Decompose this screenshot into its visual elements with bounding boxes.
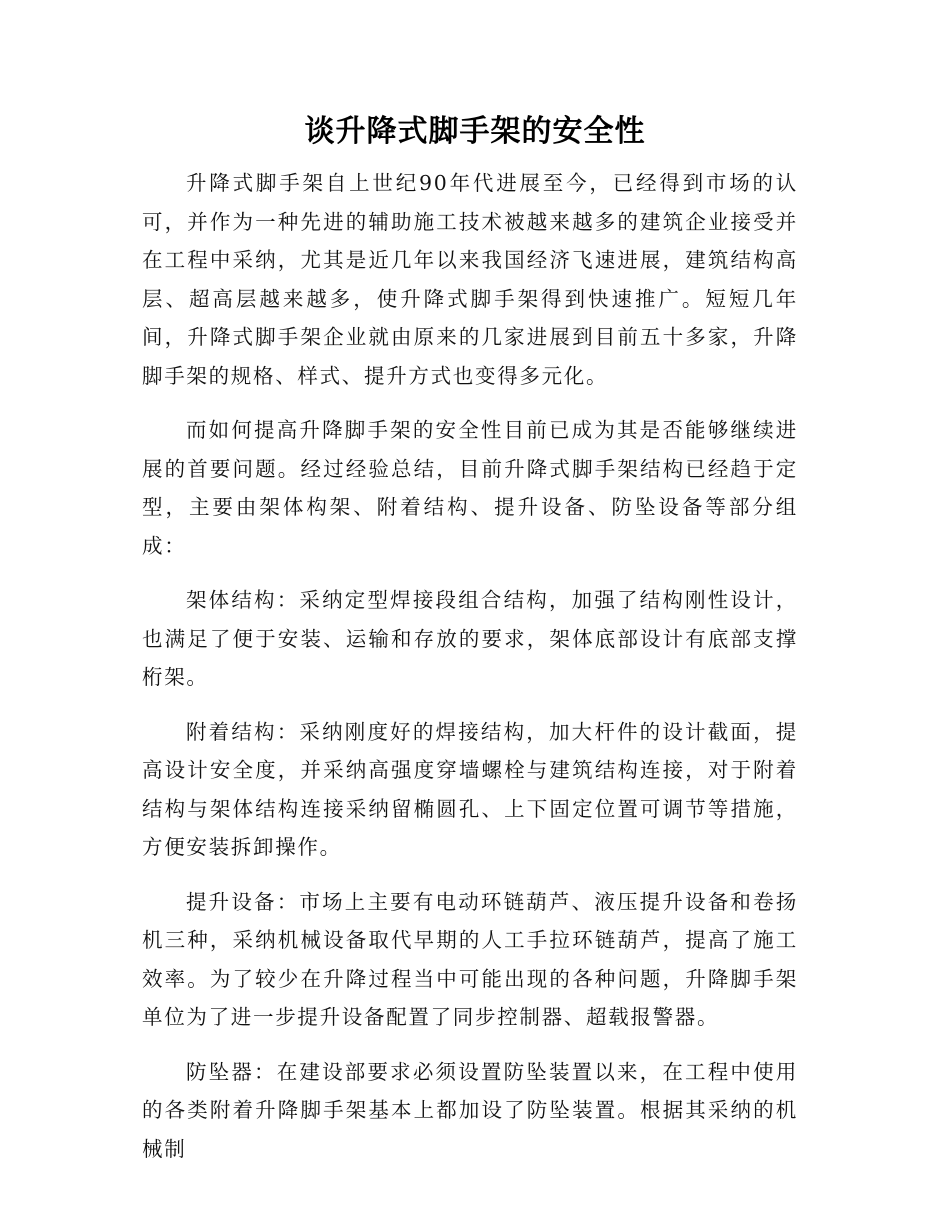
document-body	[142, 164, 798, 1184]
document-title: 谈升降式脚手架的安全性	[304, 114, 646, 149]
paragraph-lifting-equipment: 提升设备：市场上主要有电动环链葫芦、液压提升设备和卷扬机三种，采纳机械设备取代早期的人工手拉环链葫芦，提高了施工效率。为了较少在升降过程当中可能出现的各种问题，升降脚手架单位为了进一步提升设备配置了同步控制器、超载报警器。	[142, 889, 798, 1029]
paragraph-fall-arrester: 防坠器：在建设部要求必须设置防坠装置以来，在工程中使用的各类附着升降脚手架基本上都加设了防坠装置。根据其采纳的机械制	[142, 1059, 798, 1161]
paragraph-attachment-structure: 附着结构：采纳刚度好的焊接结构，加大杆件的设计截面，提高设计安全度，并采纳高强度穿墙螺栓与建筑结构连接，对于附着结构与架体结构连接采纳留椭圆孔、上下固定位置可调节等措施，方便安装拆卸操作。	[142, 719, 798, 859]
paragraph-intro: 升降式脚手架自上世纪90年代进展至今，已经得到市场的认可，并作为一种先进的辅助施工技术被越来越多的建筑企业接受并在工程中采纳，尤其是近几年以来我国经济飞速进展，建筑结构高层、超高层越来越多，使升降式脚手架得到快速推广。短短几年间，升降式脚手架企业就由原来的几家进展到目前五十多家，升降脚手架的规格、样式、提升方式也变得多元化。	[142, 171, 798, 388]
paragraph-frame-structure: 架体结构：采纳定型焊接段组合结构，加强了结构刚性设计，也满足了便于安装、运输和存放的要求，架体底部设计有底部支撑桁架。	[142, 588, 798, 689]
paragraph-safety-structure: 而如何提高升降脚手架的安全性目前已成为其是否能够继续进展的首要问题。经过经验总结，目前升降式脚手架结构已经趋于定型，主要由架体构架、附着结构、提升设备、防坠设备等部分组成：	[142, 418, 798, 558]
